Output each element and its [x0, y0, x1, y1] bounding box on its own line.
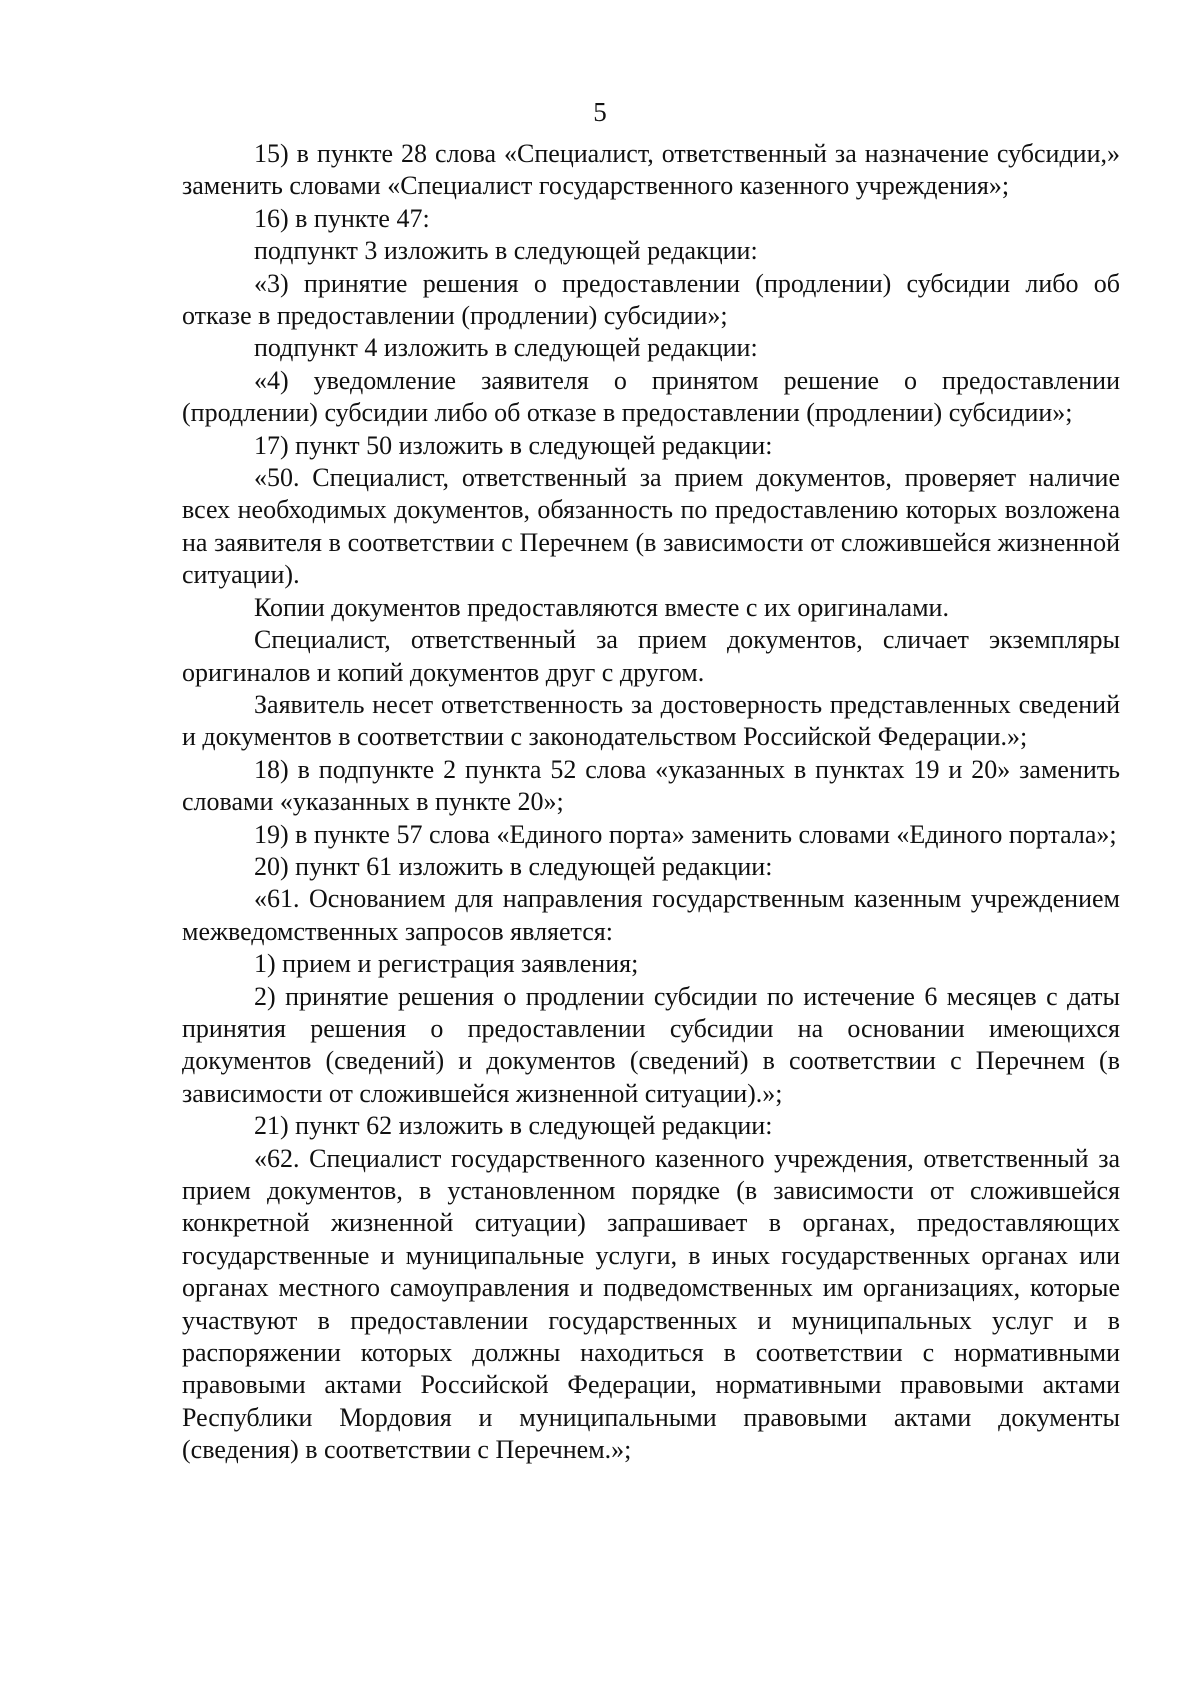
paragraph-specialist-compare: Специалист, ответственный за прием документов, сличает экземпляры оригиналов и копий документов друг с другом.: [182, 625, 1120, 687]
paragraph-point-61: «61. Основанием для направления государственным казенным учреждением межведомственных запросов является:: [182, 884, 1120, 946]
paragraph-item-21: 21) пункт 62 изложить в следующей редакции:: [254, 1111, 773, 1141]
page-number: 5: [593, 97, 607, 127]
paragraph-item-17: 17) пункт 50 изложить в следующей редакции:: [254, 430, 773, 460]
paragraph-applicant-responsibility: Заявитель несет ответственность за достоверность представленных сведений и документов в соответствии с законодательством Российской Федерации.»;: [182, 689, 1120, 752]
paragraph-item-19: 19) в пункте 57 слова «Единого порта» заменить словами «Единого портала»;: [254, 819, 1117, 849]
paragraph-point-61-sub-2: 2) принятие решения о продлении субсидии по истечение 6 месяцев с даты принятия решения о предоставлении субсидии на основании имеющихся документов (сведений) и документов (сведений) в соответствии с Перечнем (в зависимости от сложившейся жизненной ситуации).»;: [182, 981, 1120, 1108]
paragraph-item-18: 18) в подпункте 2 пункта 52 слова «указанных в пунктах 19 и 20» заменить словами «указанных в пункте 20»;: [182, 754, 1120, 817]
paragraph-point-50: «50. Специалист, ответственный за прием документов, проверяет наличие всех необходимых документов, обязанность по предоставлению которых возложена на заявителя в соответствии с Перечнем (в зависимости от сложившейся жизненной ситуации).: [182, 463, 1120, 590]
paragraph-subitem-4-text: «4) уведомление заявителя о принятом решение о предоставлении (продлении) субсидии либо об отказе в предоставлении (продлении) субсидии»;: [182, 365, 1120, 428]
paragraph-subitem-3-text: «3) принятие решения о предоставлении (продлении) субсидии либо об отказе в предоставлении (продлении) субсидии»;: [182, 268, 1120, 331]
paragraph-point-62: «62. Специалист государственного казенного учреждения, ответственный за прием документов, в установленном порядке (в зависимости от сложившейся конкретной жизненной ситуации) запрашивает в органах, предоставляющих государственные и муниципальные услуги, в иных государственных органах или органах местного самоуправления и подведомственных им организациях, которые участвуют в предоставлении государственных и муниципальных услуг и в распоряжении которых должны находиться в соответствии с нормативными правовыми актами Российской Федерации, нормативными правовыми актами Республики Мордовия и муниципальными правовыми актами документы (сведения) в соответствии с Перечнем.»;: [182, 1143, 1120, 1465]
paragraph-item-15: 15) в пункте 28 слова «Специалист, ответственный за назначение субсидии,» заменить словами «Специалист государственного казенного учреждения»;: [182, 139, 1120, 201]
paragraph-copies: Копии документов предоставляются вместе с их оригиналами.: [254, 592, 949, 622]
paragraph-item-20: 20) пункт 61 изложить в следующей редакции:: [254, 851, 773, 881]
paragraph-subitem-4-heading: подпункт 4 изложить в следующей редакции:: [254, 333, 758, 363]
document-body: [182, 138, 1120, 1467]
paragraph-subitem-3-heading: подпункт 3 изложить в следующей редакции:: [254, 236, 758, 266]
paragraph-item-16: 16) в пункте 47:: [254, 203, 430, 233]
paragraph-point-61-sub-1: 1) прием и регистрация заявления;: [254, 949, 639, 979]
